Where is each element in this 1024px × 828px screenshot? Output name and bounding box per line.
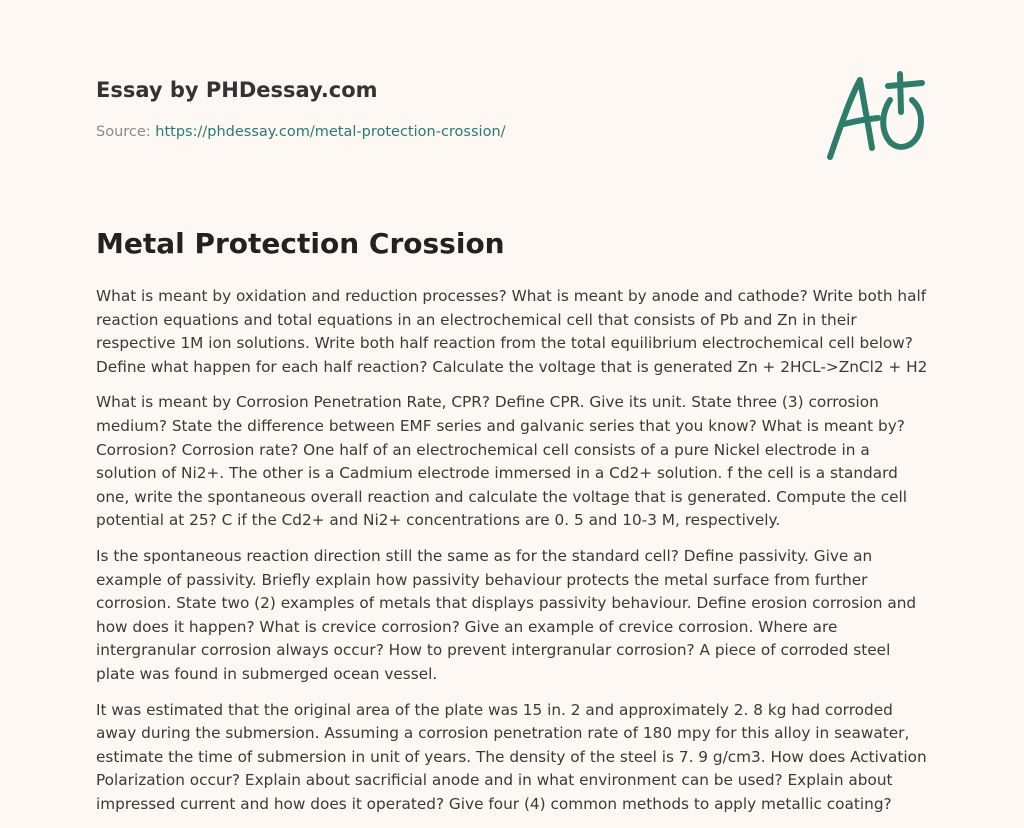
article-body bbox=[96, 285, 932, 828]
page-header bbox=[96, 76, 506, 142]
source-label: Source: bbox=[96, 124, 151, 140]
source-line bbox=[96, 122, 506, 142]
paragraph: What is meant by oxidation and reduction processes? What is meant by anode and cathode? Write both half reaction equations and total equations in an electrochemical cell that consists of Pb and Zn in their respective 1M ion solutions. Write both half reaction from the total equilibrium electrochemical cell below? Define what happen for each half reaction? Calculate the voltage that is generated Zn + 2HCL->ZnCl2 + H2 bbox=[96, 287, 928, 376]
paragraph: It was estimated that the original area of the plate was 15 in. 2 and approximately 2. 8 kg had corroded away during the submersion. Assuming a corrosion penetration rate of 180 mpy for this alloy in seawater, estimate the time of submersion in unit of years. The density of the steel is 7. 9 g/cm3. How does Activation Polarization occur? Explain about sacrificial anode and in what environment can be used? Explain about impressed current and how does it operated? Give four (4) common methods to apply metallic coating? bbox=[96, 700, 927, 813]
paragraph: What is meant by Corrosion Penetration Rate, CPR? Define CPR. Give its unit. State three (3) corrosion medium? State the difference between EMF series and galvanic series that you know? What is meant by? Corrosion? Corrosion rate? One half of an electrochemical cell consists of a pure Nickel electrode in a solution of Ni2+. The other is a Cadmium electrode immersed in a Cd2+ solution. f the cell is a standard one, write the spontaneous overall reaction and calculate the voltage that is generated. Compute the cell potential at 25? C if the Cd2+ and Ni2+ concentrations are 0. 5 and 10-3 M, respectively. bbox=[96, 393, 908, 530]
article-title: Metal Protection Crossion bbox=[96, 227, 505, 260]
a-plus-logo-icon bbox=[816, 66, 936, 166]
paragraph: Is the spontaneous reaction direction still the same as for the standard cell? Define passivity. Give an example of passivity. Briefly explain how passivity behaviour protects the metal surface from further corrosion. State two (2) examples of metals that displays passivity behaviour. Define erosion corrosion and how does it happen? What is crevice corrosion? Give an example of crevice corrosion. Where are intergranular corrosion always occur? How to prevent intergranular corrosion? A piece of corroded steel plate was found in submerged ocean vessel. bbox=[96, 546, 917, 683]
source-link[interactable]: https://phdessay.com/metal-protection-crossion/ bbox=[155, 124, 506, 140]
site-brand: Essay by PHDessay.com bbox=[96, 78, 378, 102]
